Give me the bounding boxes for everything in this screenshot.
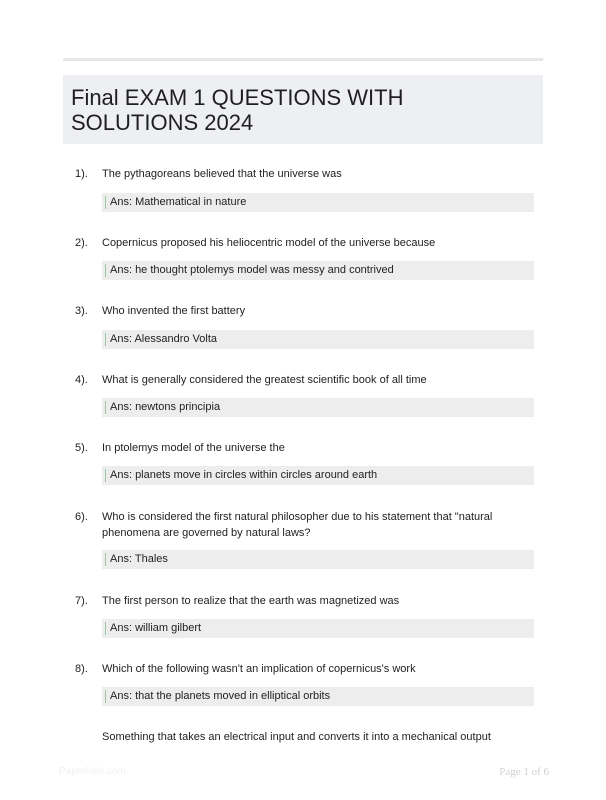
question-text: Copernicus proposed his heliocentric model of the universe because: [102, 237, 436, 249]
page-title: Final EXAM 1 QUESTIONS WITH SOLUTIONS 2024: [71, 85, 404, 135]
answer-text: Ans: william gilbert: [110, 622, 202, 634]
question-text: Who invented the first battery: [102, 305, 246, 317]
question-number: 4).: [75, 374, 88, 386]
answer-box: [102, 687, 534, 706]
answer-text: Ans: planets move in circles within circles around earth: [110, 469, 378, 481]
answer-accent-bar: [105, 401, 106, 414]
top-divider: [63, 58, 543, 61]
footer-watermark: Paperfolio.com: [59, 766, 126, 777]
question-number: 1).: [75, 168, 88, 180]
question-text: In ptolemys model of the universe the: [102, 442, 285, 454]
answer-text: Ans: Mathematical in nature: [110, 196, 247, 208]
question-text: Something that takes an electrical input and converts it into a mechanical output: [102, 731, 491, 743]
answer-box: [102, 466, 534, 485]
question-text: The pythagoreans believed that the universe was: [102, 168, 342, 180]
question-number: 6).: [75, 511, 88, 523]
answer-box: [102, 193, 534, 212]
answer-text: Ans: that the planets moved in elliptical orbits: [110, 690, 331, 702]
question-text: The first person to realize that the earth was magnetized was: [102, 595, 400, 607]
question-number: 5).: [75, 442, 88, 454]
question-number: 2).: [75, 237, 88, 249]
question-text: Who is considered the first natural philosopher due to his statement that "natural phenomena are governed by natural laws?: [102, 511, 493, 539]
answer-accent-bar: [105, 469, 106, 482]
answer-text: Ans: newtons principia: [110, 401, 221, 413]
answer-accent-bar: [105, 553, 106, 566]
answer-box: [102, 261, 534, 280]
question-number: 3).: [75, 305, 88, 317]
question-number: 7).: [75, 595, 88, 607]
answer-accent-bar: [105, 622, 106, 635]
answer-accent-bar: [105, 196, 106, 209]
answer-text: Ans: he thought ptolemys model was messy and contrived: [110, 264, 394, 276]
page-number: Page 1 of 6: [499, 766, 549, 778]
answer-box: [102, 398, 534, 417]
answer-accent-bar: [105, 333, 106, 346]
answer-text: Ans: Alessandro Volta: [110, 333, 218, 345]
answer-box: [102, 619, 534, 638]
answer-accent-bar: [105, 690, 106, 703]
answer-box: [102, 330, 534, 349]
answer-accent-bar: [105, 264, 106, 277]
question-text: What is generally considered the greatest scientific book of all time: [102, 374, 427, 386]
question-number: 8).: [75, 663, 88, 675]
answer-text: Ans: Thales: [110, 553, 168, 565]
question-text: Which of the following wasn't an implication of copernicus's work: [102, 663, 416, 675]
answer-box: [102, 550, 534, 569]
title-banner: [63, 75, 543, 144]
